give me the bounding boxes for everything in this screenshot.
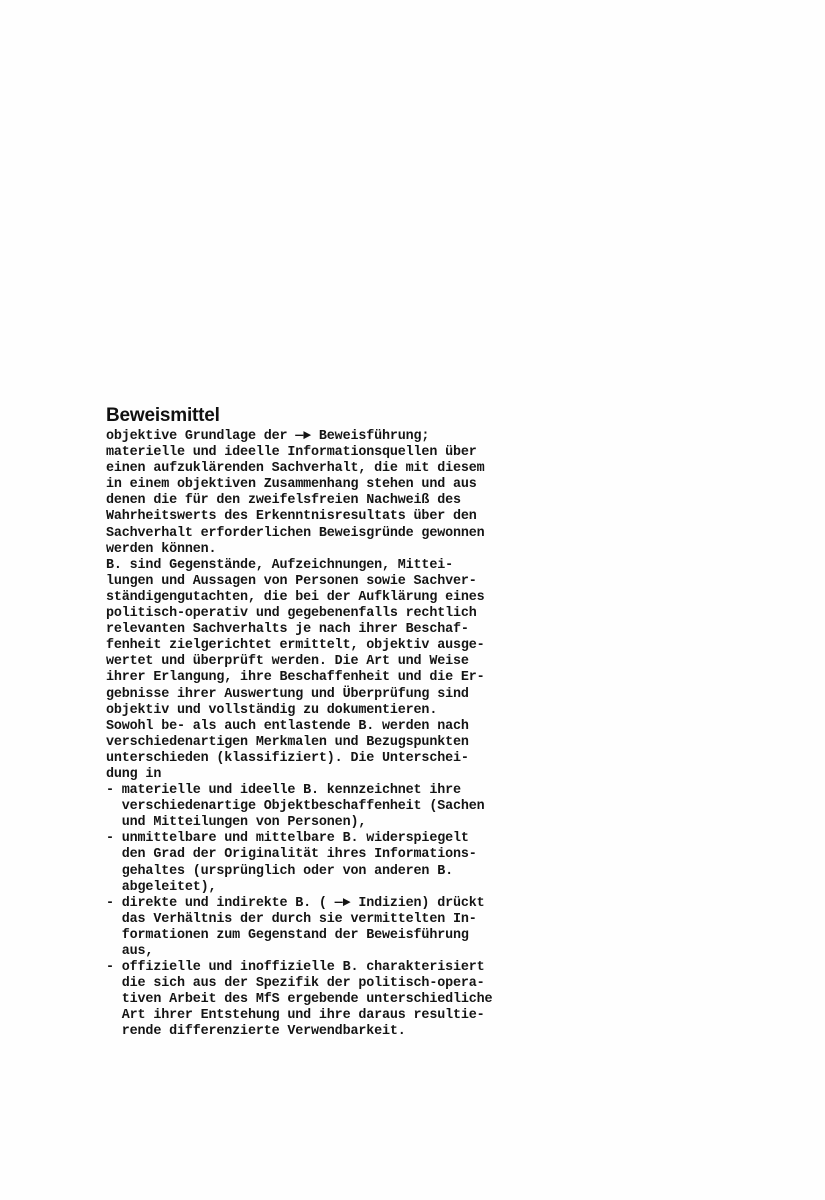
entry-text-line: - materielle und ideelle B. kennzeichnet ihre — [106, 783, 461, 799]
entry-text-line: politisch-operativ und gegebenenfalls rechtlich — [106, 606, 477, 622]
entry-text-line: Sowohl be- als auch entlastende B. werden nach — [106, 718, 469, 734]
entry-text-line: in einem objektiven Zusammenhang stehen und aus — [106, 477, 477, 493]
entry-text-line: materielle und ideelle Informationsquellen über — [106, 445, 477, 461]
entry-text-line: B. sind Gegenstände, Aufzeichnungen, Mittei- — [106, 557, 453, 573]
entry-text-line: ständigengutachten, die bei der Aufklärung eines — [106, 589, 485, 605]
entry-text-line: aus, — [106, 944, 154, 959]
entry-text-line: - offizielle und inoffizielle B. charakterisiert — [106, 960, 485, 976]
entry-text-line: einen aufzuklärenden Sachverhalt, die mit diesem — [106, 461, 485, 477]
entry-text-line: dung in — [106, 766, 162, 782]
entry-text-line: objektive Grundlage der —► Beweisführung; — [106, 429, 430, 444]
entry-text-line: verschiedenartigen Merkmalen und Bezugspunkten — [106, 734, 469, 750]
entry-heading: Beweismittel — [106, 405, 220, 426]
entry-text-line: relevanten Sachverhalts je nach ihrer Beschaf- — [106, 622, 469, 638]
entry-text-line: rende differenzierte Verwendbarkeit. — [106, 1024, 406, 1040]
entry-text-line: - unmittelbare und mittelbare B. widerspiegelt — [106, 831, 469, 847]
entry-text-line: Sachverhalt erforderlichen Beweisgründe gewonnen — [106, 525, 485, 541]
entry-text-line: und Mitteilungen von Personen), — [106, 815, 367, 831]
entry-text-line: Wahrheitswerts des Erkenntnisresultats über den — [106, 509, 477, 525]
entry-text-line: den Grad der Originalität ihres Informations- — [106, 847, 477, 863]
entry-text-line: verschiedenartige Objektbeschaffenheit (Sachen — [106, 799, 485, 815]
entry-text-line: wertet und überprüft werden. Die Art und Weise — [106, 654, 469, 670]
entry-text-line: fenheit zielgerichtet ermittelt, objektiv ausge- — [106, 638, 485, 654]
entry-text-line: lungen und Aussagen von Personen sowie Sachver- — [106, 573, 477, 589]
entry-text-line: denen die für den zweifelsfreien Nachweiß des — [106, 493, 461, 509]
entry-text-line: ihrer Erlangung, ihre Beschaffenheit und die Er- — [106, 670, 485, 686]
entry-text-line: unterschieden (klassifiziert). Die Unterschei- — [106, 750, 469, 766]
entry-text-line: werden können. — [106, 541, 217, 557]
entry-text-line: die sich aus der Spezifik der politisch-opera- — [106, 976, 485, 992]
lexicon-entry — [106, 403, 606, 1041]
entry-text-line: formationen zum Gegenstand der Beweisführung — [106, 927, 469, 943]
entry-text-line: - direkte und indirekte B. ( —► Indizien) drückt — [106, 895, 485, 911]
entry-text-line: Art ihrer Entstehung und ihre daraus resultie- — [106, 1008, 485, 1024]
entry-text-line: tiven Arbeit des MfS ergebende unterschiedliche — [106, 992, 493, 1008]
entry-text-line: abgeleitet), — [106, 879, 217, 895]
entry-text-line: objektiv und vollständig zu dokumentieren. — [106, 702, 438, 718]
entry-body — [106, 429, 606, 1041]
entry-text-line: das Verhältnis der durch sie vermittelten In- — [106, 911, 477, 927]
entry-text-line: gehaltes (ursprünglich oder von anderen B. — [106, 863, 453, 879]
entry-text-line: gebnisse ihrer Auswertung und Überprüfung sind — [106, 686, 469, 702]
